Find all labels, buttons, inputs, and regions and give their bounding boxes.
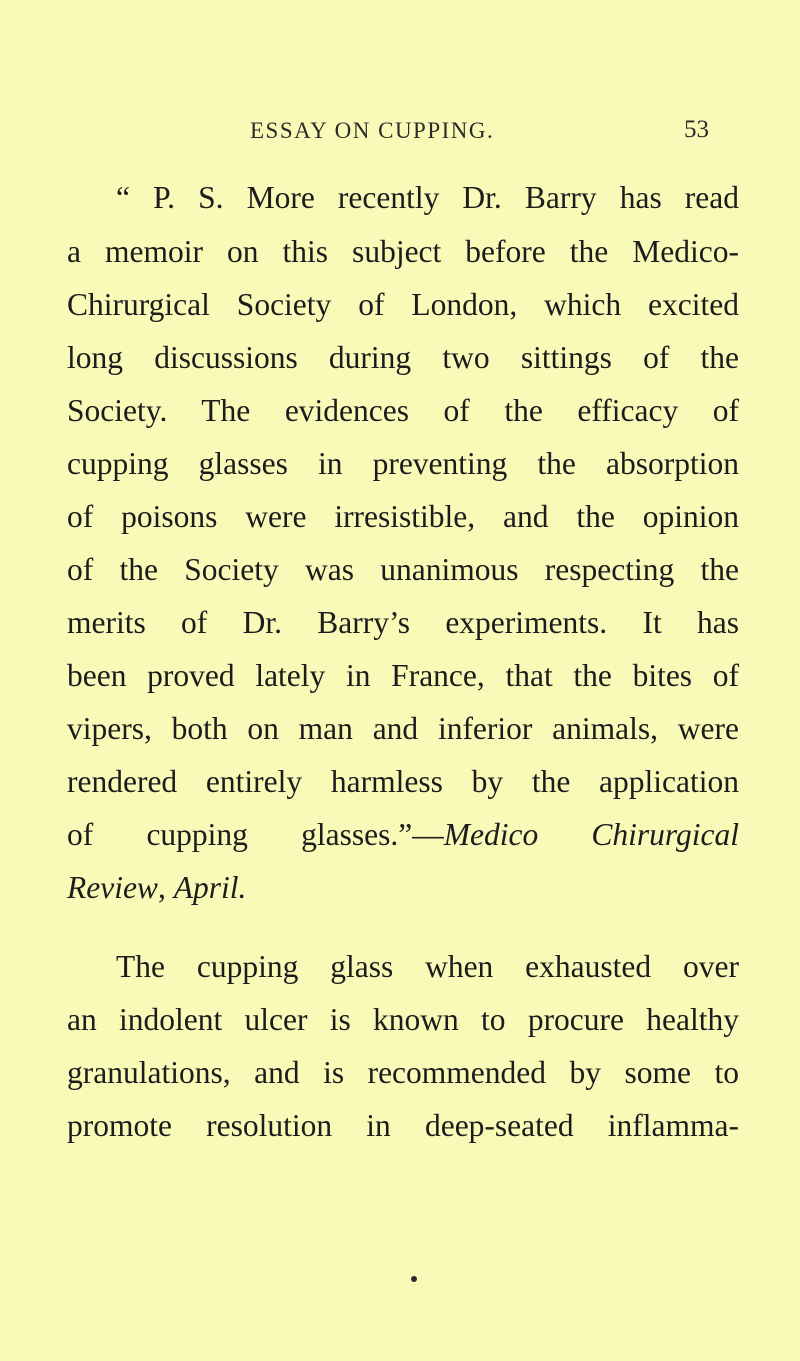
- text-line: merits of Dr. Barry’s experiments. It has: [67, 605, 739, 640]
- citation-month: April.: [173, 870, 247, 905]
- text-line: Society. The evidences of the efficacy of: [67, 393, 739, 428]
- text-line: rendered entirely harmless by the application: [67, 764, 739, 799]
- text-line: long discussions during two sittings of the: [67, 340, 739, 375]
- text-line: been proved lately in France, that the bites of: [67, 658, 739, 693]
- text-line: promote resolution in deep-seated inflamma-: [67, 1108, 739, 1143]
- text-line: The cupping glass when exhausted over: [116, 949, 739, 984]
- text-line: Chirurgical Society of London, which excited: [67, 287, 739, 322]
- text-line: granulations, and is recommended by some to: [67, 1055, 739, 1090]
- citation-journal-title-cont: Review: [67, 870, 158, 905]
- text-line: of the Society was unanimous respecting the: [67, 552, 739, 587]
- citation-separator: ,: [157, 870, 174, 905]
- ink-speck: [411, 1276, 417, 1282]
- running-title: ESSAY ON CUPPING.: [250, 118, 495, 143]
- text-line: “ P. S. More recently Dr. Barry has read: [116, 180, 739, 215]
- text-line-citation: [67, 815, 739, 855]
- text-line: vipers, both on man and inferior animals, were: [67, 711, 739, 746]
- citation-lead: of cupping glasses.”—: [67, 817, 444, 852]
- text-line: of poisons were irresistible, and the opinion: [67, 499, 739, 534]
- text-line: an indolent ulcer is known to procure healthy: [67, 1002, 739, 1037]
- page-number: 53: [684, 116, 709, 143]
- text-line-citation-end: [67, 868, 739, 908]
- text-line: cupping glasses in preventing the absorption: [67, 446, 739, 481]
- citation-journal-title: Medico Chirurgical: [443, 817, 739, 852]
- text-line: a memoir on this subject before the Medico-: [67, 234, 739, 269]
